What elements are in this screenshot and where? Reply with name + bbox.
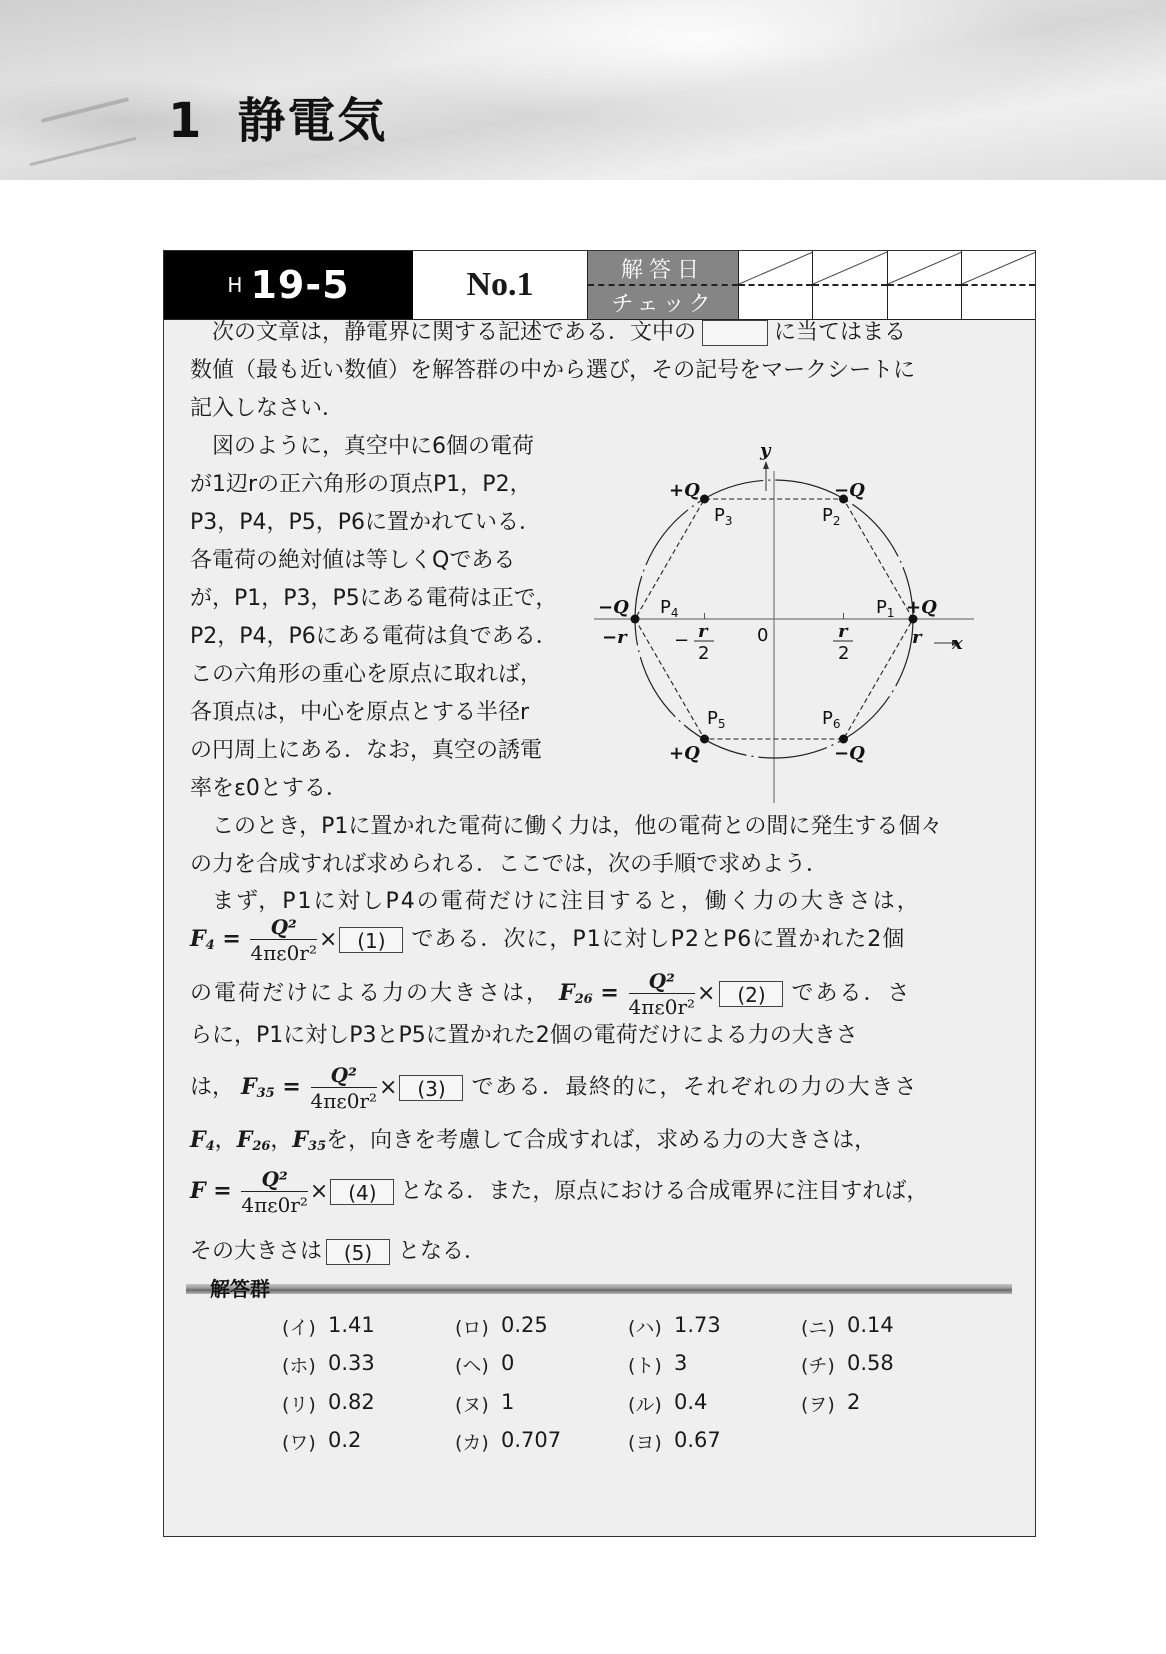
svg-text:r: r: [698, 621, 708, 642]
answer-group-title: 解答群: [210, 1277, 270, 1301]
description-line: 各頂点は，中心を原点とする半径r: [190, 700, 530, 725]
answer-option[interactable]: (リ) 0.82: [282, 1389, 375, 1416]
check-cell-1[interactable]: [739, 251, 813, 319]
answer-date-label: 解答日: [620, 258, 705, 283]
answer-option[interactable]: (イ) 1.41: [282, 1312, 375, 1339]
answer-row: [282, 1307, 982, 1346]
answer-row: [282, 1346, 982, 1385]
description-line: 率をε0とする．: [190, 776, 348, 801]
answer-option[interactable]: (カ) 0.707: [455, 1428, 562, 1455]
description-line: が1辺rの正六角形の頂点P1，P2，: [190, 472, 532, 497]
svg-text:0: 0: [757, 625, 769, 646]
answer-option[interactable]: (ホ) 0.33: [282, 1351, 375, 1378]
check-cells: [739, 251, 1035, 319]
description-line: この六角形の重心を原点に取れば，: [190, 662, 543, 687]
blank-example-box: [702, 320, 768, 346]
intro-line-1: 次の文章は，静電界に関する記述である．文中の に当てはまる: [212, 320, 907, 345]
description-line: P2，P4，P6にある電荷は負である．: [190, 624, 558, 649]
exam-code-block: [164, 251, 413, 319]
answer-option[interactable]: (ヨ) 0.67: [628, 1428, 721, 1455]
answer-option[interactable]: (ヘ) 0: [455, 1351, 515, 1378]
intro-line-2: 数値（最も近い数値）を解答群の中から選び，その記号をマークシートに: [190, 358, 916, 383]
procedure-line: まず，P1に対しP4の電荷だけに注目すると，働く力の大きさは，: [212, 889, 921, 914]
answer-group-header: [186, 1276, 1012, 1302]
description-line: 図のように，真空中に6個の電荷: [212, 434, 534, 459]
answer-row: [282, 1423, 982, 1462]
banner-decoration: [41, 97, 129, 123]
blank-1: (1): [339, 927, 403, 953]
y-arrow-head-icon: [763, 461, 769, 469]
svg-text:x: x: [952, 633, 963, 654]
svg-text:−Q: −Q: [834, 480, 865, 501]
problem-header: [164, 251, 1035, 320]
blank-5: (5): [326, 1239, 390, 1265]
svg-text:P6: $P_6$: [822, 708, 841, 731]
svg-text:−Q: −Q: [598, 597, 629, 618]
check-cell-3[interactable]: [888, 251, 962, 319]
equation-f4: $F_4$ = $\frac{\text{Q²}}{\text{4πε0r²}}$ × (1) である．次に，P1に対しP2とP6に置かれた2個: [190, 914, 906, 965]
final-line: その大きさは (5) となる．: [190, 1239, 487, 1265]
problem-card: [163, 250, 1036, 1537]
intro-line-3: 記入しなさい．: [190, 396, 345, 421]
equation-f35: は， $F_{35}$ = $\frac{\text{Q²}}{\text{4πε0r²}}$ × (3) である．最終的に，それぞれの力の大きさ: [190, 1062, 918, 1113]
answer-options: [282, 1307, 982, 1461]
combine-line: $F_4$，$F_{26}$，$F_{35}$を，向きを考慮して合成すれば，求める力の大きさは，: [190, 1127, 877, 1154]
svg-text:y: y: [760, 440, 771, 461]
check-label: [588, 251, 739, 319]
svg-text:r: r: [912, 627, 922, 648]
svg-text:P2: $P_2$: [822, 505, 841, 528]
description-line: が，P1，P3，P5にある電荷は正で，: [190, 586, 558, 611]
description-line: の円周上にある．なお，真空の誘電: [190, 738, 543, 763]
svg-text:2: 2: [698, 643, 710, 664]
equation-f: F = $\frac{\text{Q²}}{\text{4πε0r²}}$ × (4) となる．また，原点における合成電界に注目すれば，: [190, 1166, 929, 1217]
description-line: P3，P4，P5，P6に置かれている．: [190, 510, 542, 535]
blank-3: (3): [399, 1075, 463, 1101]
divider: [186, 1284, 1012, 1294]
svg-text:P5: $P_5$: [707, 708, 726, 731]
exam-code: 19-5: [250, 263, 350, 307]
blank-2: (2): [719, 981, 783, 1007]
answer-option[interactable]: (ト) 3: [628, 1351, 688, 1378]
svg-text:−r: −r: [602, 627, 627, 648]
procedure-line: このとき，P1に置かれた電荷に働く力は，他の電荷との間に発生する個々: [212, 814, 943, 839]
svg-text:P3: $P_3$: [714, 505, 733, 528]
point-p4: [631, 615, 640, 624]
chapter-title: [168, 82, 387, 151]
check-cell-4[interactable]: [962, 251, 1035, 319]
answer-option[interactable]: (ニ) 0.14: [801, 1312, 894, 1339]
answer-option[interactable]: (ワ) 0.2: [282, 1428, 362, 1455]
svg-text:P4: $P_4$: [660, 597, 679, 620]
svg-text:+Q: +Q: [669, 743, 700, 764]
answer-option[interactable]: (チ) 0.58: [801, 1351, 894, 1378]
point-p5: [700, 735, 709, 744]
blank-4: (4): [330, 1179, 394, 1205]
answer-option[interactable]: (ロ) 0.25: [455, 1312, 548, 1339]
svg-text:P1: $P_1$: [876, 597, 895, 620]
divider: [588, 284, 738, 286]
chapter-name: 静電気: [237, 93, 388, 149]
svg-text:+Q: +Q: [669, 480, 700, 501]
svg-text:−: −: [674, 630, 690, 651]
svg-text:−Q: −Q: [834, 743, 865, 764]
chapter-banner: [0, 0, 1166, 180]
point-p3: [700, 495, 709, 504]
problem-number: No.1: [413, 251, 588, 319]
exam-prefix: H: [227, 273, 243, 297]
check-cell-2[interactable]: [813, 251, 887, 319]
svg-text:2: 2: [838, 643, 850, 664]
description-line: 各電荷の絶対値は等しくQである: [190, 548, 516, 573]
answer-option[interactable]: (ル) 0.4: [628, 1389, 708, 1416]
svg-text:r: r: [838, 621, 848, 642]
answer-option[interactable]: (ヌ) 1: [455, 1389, 515, 1416]
hexagon-charge-diagram: [594, 421, 994, 811]
chapter-number: 1: [168, 93, 204, 149]
equation-f26: の電荷だけによる力の大きさは， $F_{26}$ = $\frac{\text{Q²}}{\text{4πε0r²}}$ × (2) である．さ: [190, 968, 912, 1019]
check-text-label: チェック: [611, 292, 715, 317]
procedure-line: らに，P1に対しP3とP5に置かれた2個の電荷だけによる力の大きさ: [190, 1023, 858, 1048]
answer-option[interactable]: (ハ) 1.73: [628, 1312, 721, 1339]
answer-option[interactable]: (ヲ) 2: [801, 1389, 861, 1416]
banner-decoration: [29, 137, 136, 167]
svg-text:+Q: +Q: [906, 597, 937, 618]
procedure-line: の力を合成すれば求められる．ここでは，次の手順で求めよう．: [190, 852, 829, 877]
answer-row: [282, 1384, 982, 1423]
